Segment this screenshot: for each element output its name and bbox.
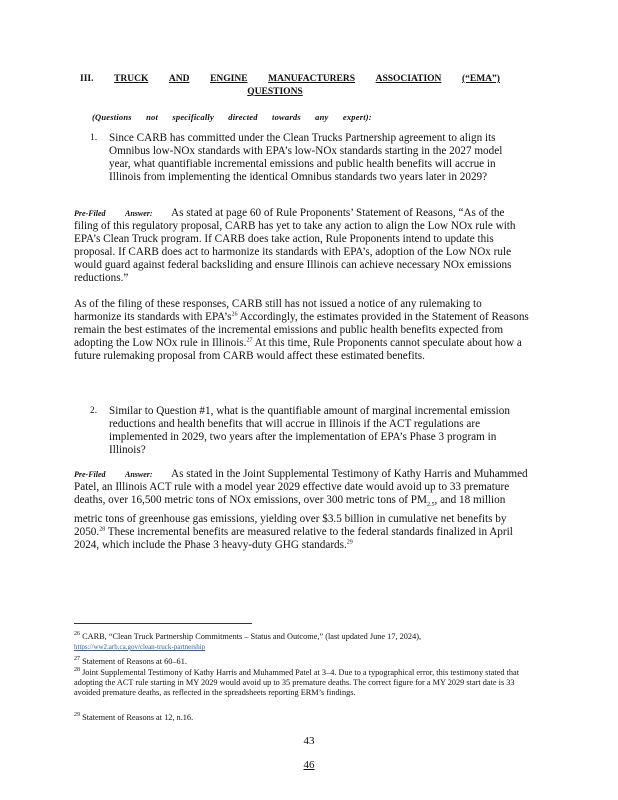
- footnote-29: $^{29}$ Statement of Reasons at 12, n.16.: [74, 712, 194, 722]
- question-2: [90, 405, 521, 457]
- prefiled-label: Pre-Filed: [74, 470, 106, 479]
- pm-subscript: 2.5: [426, 502, 435, 509]
- question-number: 2.: [90, 406, 98, 416]
- answer-1-paragraph-1: [74, 207, 529, 286]
- exhibit-page-number: 46: [303, 759, 315, 771]
- prefiled-label: Pre-Filed: [74, 209, 106, 218]
- question-text: Since CARB has committed under the Clean Trucks Partnership agreement to align its Omnibus low-NOx standards with EPA’s low-NOx standards starting in the 2027 model year, what quantifiable incremental emissions and public health benefits will accrue in Illinois from implementing the identical Omnibus standards two years later in 2029?: [109, 132, 503, 184]
- heading-word: MANUFACTURERS: [268, 74, 356, 84]
- question-1: [90, 132, 521, 184]
- footnote-divider: [74, 623, 252, 624]
- question-number: 1.: [90, 133, 98, 143]
- footnote-ref: 28: [99, 525, 106, 532]
- answer-2-paragraph: Pre-Filed Answer: As stated in the Joint Supplemental Testimony of Kathy Harris and Muhammed Patel, an Illinois ACT rule with a model year 2029 effective date would avoid up to 33 premature deaths, over 16,500 metric tons of NOx emissions, over 300 metric tons of $PM_{2.5}$, and 18 million metric tons of greenhouse gas emissions, yielding over $3.5 billion in cumulative net benefits by 2050.28 These incremental benefits are measured relative to the federal standards finalized in April 2024, which include the Phase 3 heavy-duty GHG standards.$^{29}$: [74, 468, 528, 551]
- section-heading: [80, 74, 500, 97]
- footnote-27: $^{27}$ Statement of Reasons at 60–61.: [74, 656, 187, 666]
- heading-word: TRUCK: [114, 74, 149, 84]
- heading-word: AND: [168, 74, 190, 84]
- page-number: 43: [303, 735, 315, 747]
- answer-label: Answer:: [125, 209, 153, 218]
- footnote-ref: 27: [246, 337, 253, 344]
- heading-line-2: QUESTIONS: [247, 87, 303, 97]
- footnote-ref: 29: [346, 538, 353, 545]
- footnote-ref: 26: [231, 311, 238, 318]
- heading-word: ASSOCIATION: [375, 74, 442, 84]
- answer-label: Answer:: [125, 470, 153, 479]
- heading-word: (“EMA”): [461, 74, 500, 84]
- footnote-28: $^{28}$ Joint Supplemental Testimony of Kathy Harris and Muhammed Patel at 3–4. Due to a typographical error, this testimony stated that adopting the ACT rule starting in MY 2029 would avoid up to 35 premature deaths. The correct figure for a MY 2029 start date is 33 avoided premature deaths, as reflected in the spreadsheets reporting ERM’s findings.: [74, 667, 520, 697]
- section-subheading: (Questions not specifically directed towards any expert):: [92, 112, 372, 122]
- answer-1-paragraph-2: As of the filing of these responses, CARB still has not issued a notice of any rulemaking to harmonize its standards with $EPA’s^{26}$ Accordingly, the estimates provided in the Statement of Reasons remain the best estimates of the incremental emissions and public health benefits expected from adopting the Low NOx rule in Illinois.$^{27}$ At this time, Rule Proponents cannot speculate about how a future rulemaking proposal from CARB would affect these estimated benefits.: [74, 298, 529, 363]
- heading-line-1: [80, 74, 500, 84]
- footnote-link[interactable]: https://ww2.arb.ca.gov/clean-truck-partnership: [74, 643, 206, 651]
- section-numeral: III.: [80, 74, 94, 84]
- answer-text: As stated at page 60 of Rule Proponents’ Statement of Reasons, “As of the filing of this regulatory proposal, CARB has yet to take any action to align the Low NOx rule with EPA’s Clean Truck program. If CARB does take action, Rule Proponents intend to update this proposal. If CARB does act to harmonize its standards with EPA’s, adoption of the Low NOx rule would guard against federal backsliding and ensure Illinois can achieve necessary NOx emissions reductions.”: [74, 207, 516, 285]
- heading-word: ENGINE: [210, 74, 248, 84]
- footnote-26: $^{26}$ CARB, “Clean Truck Partnership Commitments – Status and Outcome,” (last updated June 17, 2024), https://ww2.arb.ca.gov/clean-truck-partnership: [74, 631, 422, 651]
- question-text: Similar to Question #1, what is the quantifiable amount of marginal incremental emission reductions and health benefits that will accrue in Illinois if the ACT regulations are implemented in 2029, two years after the implementation of EPA’s Phase 3 program in Illinois?: [109, 405, 510, 457]
